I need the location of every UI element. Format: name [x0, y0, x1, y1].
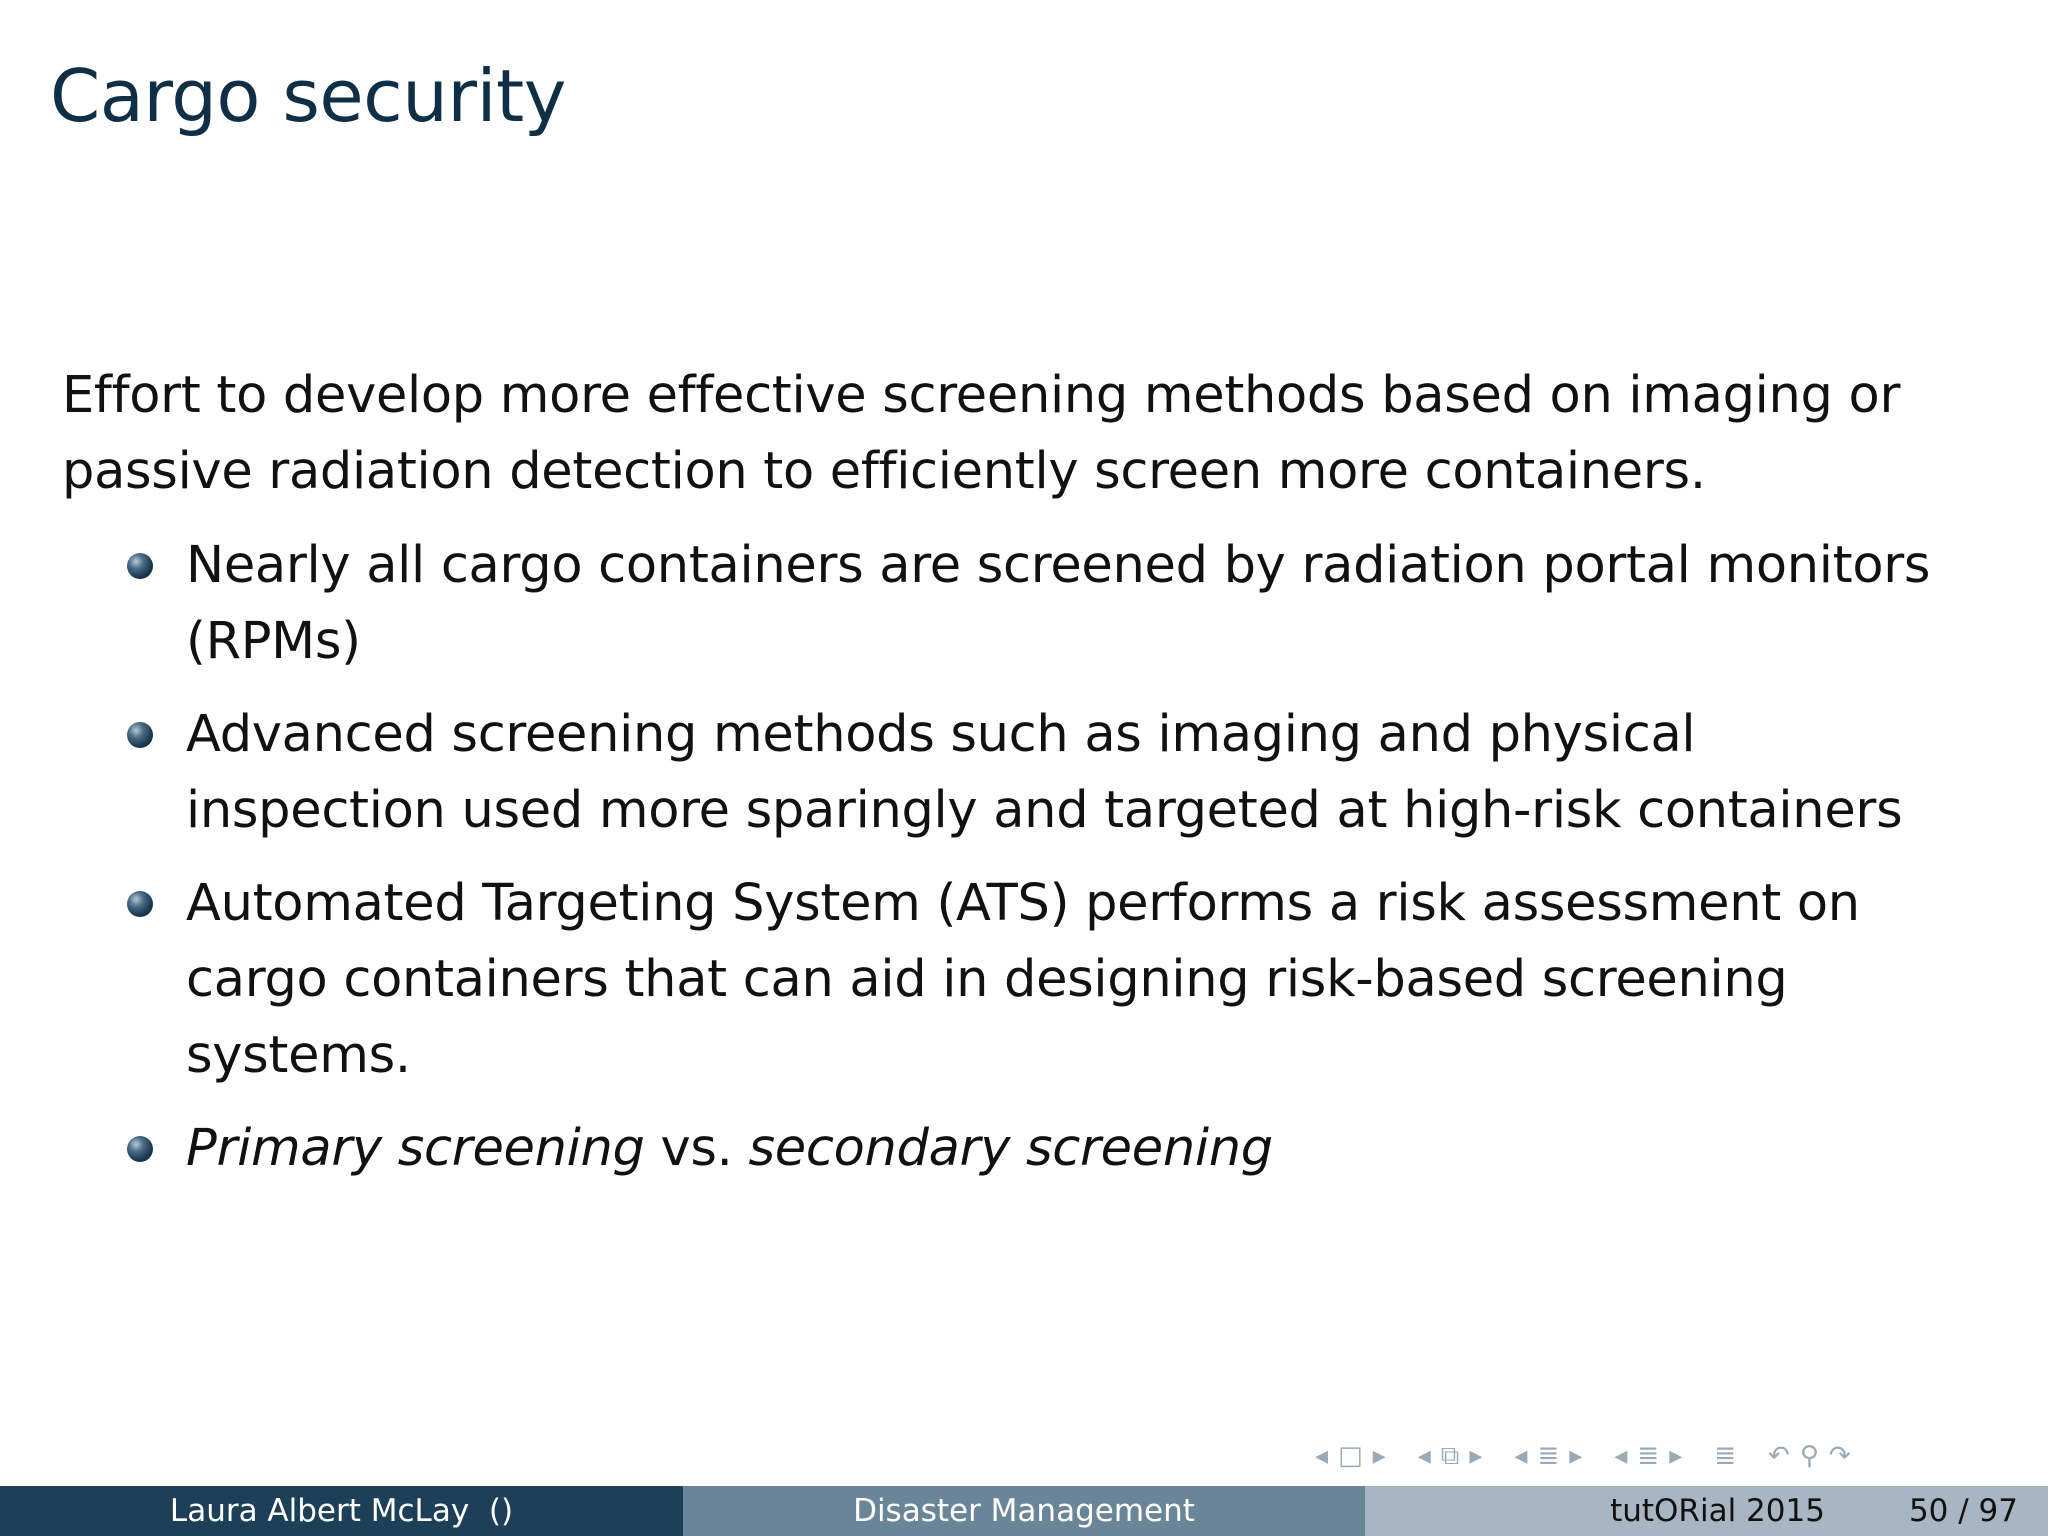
- section-icon[interactable]: ≣: [1537, 1441, 1560, 1471]
- list-item: [0, 697, 1966, 849]
- part-icon[interactable]: ≣: [1637, 1441, 1660, 1471]
- next-subsection-icon[interactable]: ▸: [1469, 1441, 1483, 1471]
- subsection-icon[interactable]: ⧉: [1440, 1440, 1460, 1471]
- secondary-screening-text: secondary screening: [748, 1119, 1273, 1178]
- page-number: 50 / 97: [1908, 1493, 2018, 1529]
- next-part-icon[interactable]: ▸: [1669, 1441, 1683, 1471]
- list-item: [0, 528, 1966, 680]
- prev-part-icon[interactable]: ◂: [1614, 1441, 1628, 1471]
- slide-title: Cargo security: [50, 54, 566, 138]
- next-section-icon[interactable]: ▸: [1569, 1441, 1583, 1471]
- list-item: [0, 1111, 1966, 1187]
- footer-bar: [0, 1486, 2048, 1536]
- footer-event: [1365, 1486, 2048, 1536]
- bullet-icon: [127, 553, 153, 579]
- bullet-icon: [127, 1136, 153, 1162]
- list-item: [0, 866, 1966, 1094]
- next-frame-icon[interactable]: ▸: [1372, 1441, 1386, 1471]
- section-nav: [1509, 1441, 1587, 1471]
- author-text: Laura Albert McLay (): [169, 1493, 514, 1529]
- bullet-text: Nearly all cargo containers are screened by radiation portal monitors (RPMs): [186, 536, 1931, 671]
- prev-section-icon[interactable]: ◂: [1514, 1441, 1528, 1471]
- primary-screening-text: Primary screening: [186, 1119, 645, 1178]
- search-icon[interactable]: ⚲: [1799, 1441, 1819, 1471]
- bullet-text: Advanced screening methods such as imaging and physical inspection used more sparingly and targeted at high-risk containers: [186, 705, 1903, 840]
- toc-icon[interactable]: ≣: [1714, 1441, 1737, 1471]
- bullet-list: [0, 528, 2048, 1204]
- history-nav: [1763, 1441, 1856, 1471]
- intro-paragraph: Effort to develop more effective screening methods based on imaging or passive radiation detection to efficiently screen more containers.: [62, 366, 1901, 501]
- prev-frame-icon[interactable]: ◂: [1315, 1441, 1329, 1471]
- frame-icon[interactable]: □: [1338, 1441, 1363, 1471]
- event-text: tutORial 2015: [1610, 1493, 1825, 1529]
- prev-subsection-icon[interactable]: ◂: [1417, 1441, 1431, 1471]
- footer-author: [0, 1486, 683, 1536]
- forward-icon[interactable]: ↷: [1828, 1441, 1851, 1471]
- navigation-bar: [1310, 1438, 2030, 1474]
- back-icon[interactable]: ↶: [1768, 1441, 1790, 1471]
- subsection-nav: [1413, 1441, 1488, 1472]
- versus-text: vs.: [644, 1119, 749, 1178]
- bullet-icon: [127, 722, 153, 748]
- part-nav: [1609, 1441, 1687, 1471]
- footer-talk-title: [683, 1486, 1365, 1536]
- bullet-text: Automated Targeting System (ATS) performs a risk assessment on cargo containers that can aid in designing risk-based screening systems.: [186, 874, 1860, 1085]
- talk-title-text: Disaster Management: [853, 1493, 1195, 1529]
- frame-nav: [1310, 1441, 1391, 1471]
- toc-nav: [1709, 1441, 1741, 1471]
- bullet-icon: [127, 891, 153, 917]
